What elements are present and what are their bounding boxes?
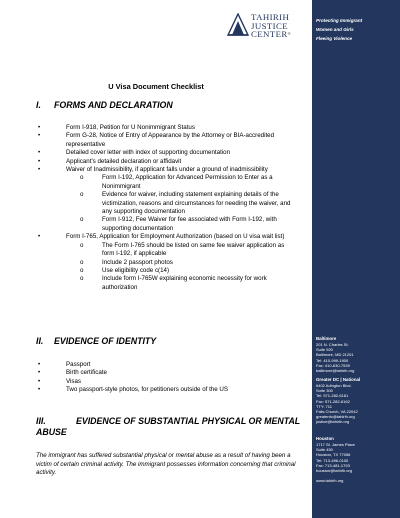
office-line: 6402 Arlington Blvd. [316,383,352,388]
list-item-text: Form I-765, Application for Employment Authorization (based on U visa wait list) [66,233,285,241]
list-item [36,149,298,157]
office-houston [316,436,398,483]
office-line: Falls Church, VA 22042 [316,409,358,415]
sub-item-text: Form I-912, Fee Waiver for fee associated with Form I-192, with supporting documentation [102,216,277,232]
sub-list-item [80,242,298,259]
tagline-line: Women and Girls [316,27,354,32]
website-link[interactable]: www.tahirih.org [316,478,344,484]
office-line: Houston, TX 77056 [316,452,351,458]
circle-bullet-icon: o [80,258,84,266]
circle-bullet-icon: o [80,275,84,283]
section-title: FORMS AND DECLARATION [54,100,173,110]
tagline-line: Protecting Immigrant [316,18,363,23]
section-note: The immigrant has suffered substantial physical or mental abuse as a result of having been a victim of certain criminal activity. The immigrant possesses information concerning that criminal activity. [36,452,296,477]
office-line: Tel: 713-496-0100 [316,457,349,463]
circle-bullet-icon: o [80,241,84,249]
logo-line [251,30,311,39]
sub-list-item [80,191,298,216]
section-number: I. [36,100,41,110]
logo-line: JUSTICE [251,20,289,31]
section-title: EVIDENCE OF IDENTITY [54,336,157,346]
logo-mark-icon [227,13,249,37]
bullet-icon: • [38,369,41,377]
list-item-text: Waiver of Inadmissibility, if applicant falls under a ground of inadmissibility [66,166,268,174]
bullet-icon: • [38,233,41,241]
list-item-text: Detailed cover letter with index of supporting documentation [66,149,231,157]
list-item [36,166,298,233]
office-line: Suite 300 [316,388,333,394]
identity-checklist [36,361,298,395]
tagline-line: Fleeing Violence [316,36,353,41]
list-item-text: Two passport-style photos, for petitioners outside of the US [66,386,228,394]
circle-bullet-icon: o [80,216,84,224]
sub-item-text: Use eligibility code c(14) [102,266,170,274]
office-line: Fax: 410-630-7539 [316,362,350,368]
office-line: Baltimore, MD 21201 [316,352,354,358]
office-line: 1717 St. James Place [316,442,355,447]
sub-item-text: Include 2 passport photos [102,258,173,266]
section-number: II. [36,336,44,346]
section-heading [36,416,306,438]
bullet-icon: • [38,166,41,174]
sub-item-text: Form I-192, Application for Advanced Permission to Enter as a Nonimmigrant [102,174,273,190]
forms-checklist [36,124,298,292]
list-item [36,386,298,394]
document-title: U Visa Document Checklist [108,82,204,91]
office-email[interactable]: greaterdc@tahirih.org [316,414,355,420]
list-item [36,124,298,132]
sub-list [66,174,298,233]
office-line: Fax: 713-481-1793 [316,462,350,468]
sub-list-item [80,267,298,275]
list-item-text: Passport [66,361,91,368]
list-item-text: Visas [66,377,82,385]
office-email[interactable]: baltimore@tahirih.org [316,368,355,374]
office-greater-dc [316,377,398,425]
bullet-icon: • [38,157,41,165]
office-line: 201 N. Charles St. [316,342,349,347]
office-name: Houston [316,436,334,441]
office-name: Greater DC | National [316,377,361,382]
office-line: Tel: 571-282-6161 [316,393,349,399]
tahirih-logo [227,13,311,43]
list-item-text: Form I-918, Petition for U Nonimmigrant Status [66,124,195,131]
list-item [36,378,298,386]
list-item-text: Birth certificate [66,369,107,377]
circle-bullet-icon: o [80,174,84,182]
sub-list-item [80,174,298,191]
office-line: Tel: 410-999-1900 [316,357,349,363]
office-email[interactable]: justice@tahirih.org [316,419,350,425]
section-heading [36,100,173,111]
logo-line-text: CENTER [251,29,288,40]
list-item [36,132,298,149]
sub-item-text: Evidence for waiver, including statement explaining details of the victimization, reasons and circumstances for needing the waiver, and any supporting documentation [102,191,291,216]
bullet-icon: • [38,124,41,131]
sub-list [66,242,298,292]
office-baltimore [316,336,398,373]
logo-line: TAHIRIH [251,12,290,22]
bullet-icon: • [38,132,41,140]
sub-list-item [80,216,298,233]
bullet-icon: • [38,386,41,394]
sub-item-text: Include form I-765W explaining economic necessity for work authorization [102,275,267,291]
bullet-icon: • [38,361,41,368]
sub-list-item [80,259,298,267]
office-name: Baltimore [316,336,337,341]
logo-wordmark [251,13,311,39]
list-item [36,158,298,166]
registered-mark: ® [287,31,292,37]
bullet-icon: • [38,149,41,157]
list-item-text: Form G-28, Notice of Entry of Appearance by the Attorney or BIA-accredited representative [66,132,275,148]
sub-list-item [80,275,298,292]
office-line: Suite 920 [316,347,333,353]
list-item-text: Applicant's detailed declaration or affidavit [66,157,182,165]
sub-item-text: The Form I-765 should be listed on same fee waiver application as form I-192, if applicable [102,241,285,258]
office-email[interactable]: houston@tahirih.org [316,468,353,474]
section-number: III. [36,416,46,426]
office-line: Suite 450 [316,447,333,453]
list-item [36,369,298,377]
list-item [36,233,298,292]
bullet-icon: • [38,377,41,385]
office-line: Fax: 571-282-6162 [316,398,350,404]
circle-bullet-icon: o [80,266,84,274]
sidebar-tagline [316,16,398,43]
section-heading [36,336,156,347]
list-item [36,361,298,369]
section-title: EVIDENCE OF SUBSTANTIAL PHYSICAL OR MENTAL ABUSE [36,416,301,437]
office-line: TTY: 711 [316,403,332,409]
circle-bullet-icon: o [80,191,84,199]
